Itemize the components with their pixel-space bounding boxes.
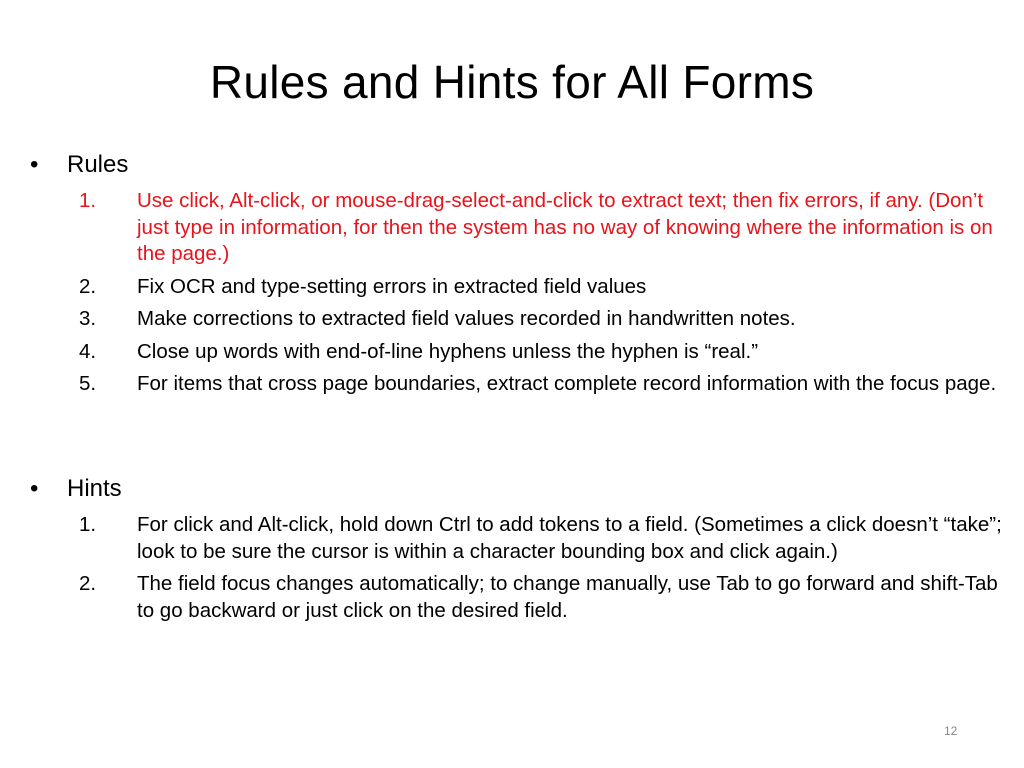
hint-item (30, 512, 1002, 565)
hint-number: 1. (79, 513, 97, 536)
rule-item (30, 339, 1002, 366)
rule-text: Close up words with end-of-line hyphens unless the hyphen is “real.” (137, 339, 759, 363)
hint-text: The field focus changes automatically; to change manually, use Tab to go forward and shift-Tab to go backward or just click on the desired field. (137, 572, 998, 622)
rules-section (30, 148, 1002, 398)
hints-section (30, 472, 1002, 624)
rules-heading: Rules (67, 151, 129, 178)
hints-list (30, 512, 1002, 624)
rule-number: 4. (79, 339, 97, 363)
rule-text: Fix OCR and type-setting errors in extracted field values (137, 274, 647, 298)
hint-number: 2. (79, 572, 97, 595)
rule-text: For items that cross page boundaries, extract complete record information with the focus page. (137, 372, 997, 395)
rule-number: 5. (79, 372, 97, 395)
rule-number: 1. (79, 189, 97, 212)
hints-bullet (30, 472, 1002, 506)
bullet-dot-icon: • (30, 475, 39, 502)
rule-item (30, 371, 1002, 398)
slide-title: Rules and Hints for All Forms (209, 56, 815, 108)
rule-item (30, 306, 1002, 333)
hints-heading: Hints (67, 475, 122, 502)
rule-text: Use click, Alt-click, or mouse-drag-select-and-click to extract text; then fix errors, if any. (Don’t just type in information, for then the system has no way of knowing where the information is on the page.) (137, 189, 993, 265)
bullet-dot-icon: • (30, 151, 39, 178)
hint-item (30, 571, 1002, 624)
rules-list (30, 188, 1002, 398)
rule-item (30, 188, 1002, 268)
hint-text: For click and Alt-click, hold down Ctrl to add tokens to a field. (Sometimes a click doesn’t “take”; look to be sure the cursor is within a character bounding box and click again.) (137, 513, 1002, 563)
rule-item (30, 274, 1002, 301)
rule-number: 3. (79, 307, 97, 330)
page-number: 12 (944, 724, 958, 738)
rule-text: Make corrections to extracted field values recorded in handwritten notes. (137, 307, 796, 330)
rule-number: 2. (79, 274, 97, 298)
rules-bullet (30, 148, 1002, 182)
